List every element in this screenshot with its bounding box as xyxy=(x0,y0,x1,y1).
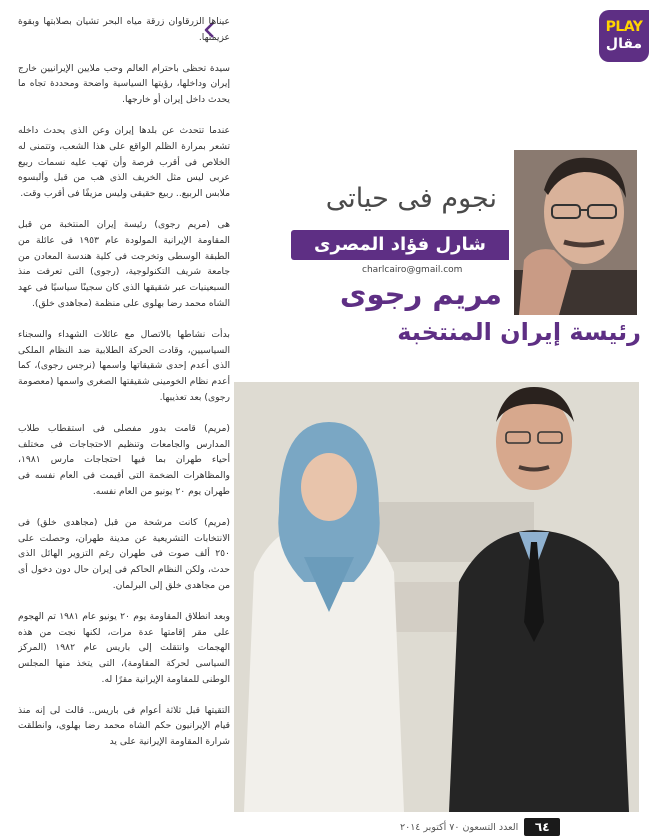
paragraph: عيناها الزرقاوان زرقة مياه البحر تشيان بصلابتها وبقوة عزيمتها. xyxy=(18,16,230,43)
article-title: مريم رجوى xyxy=(339,277,502,311)
paragraph: (مريم) كانت مرشحة من قبل (مجاهدى خلق) فى الانتخابات التشريعية عن مدينة طهران، وحصلت على ٢٥٠ ألف صوت فى طهران رغم التزوير الهائل الذى حدث، ولكن النظام الحاكم فى إيران حال دون دخول أى من مجاهدى خلق إلى البرلمان. xyxy=(18,516,230,591)
issue-info: العدد التسعون ٧٠ أكتوبر ٢٠١٤ xyxy=(400,821,519,833)
paragraph: وبعد انطلاق المقاومة يوم ٢٠ يونيو عام ١٩٨١ تم الهجوم على مقر إقامتها عدة مرات، لكنها نجت من هذه الهجمات وانتقلت إلى باريس عام ١٩٨٢ (المركز السياسى لحركة المقاومة)، التى يتخذ منها المجلس الوطنى للمقاومة الإيرانية مقرًا له. xyxy=(18,610,230,685)
paragraph: (مريم) قامت بدور مفصلى فى استقطاب طلاب المدارس والجامعات وتنظيم الاحتجاجات فى مختلف أحياء طهران بما فيها احتجاجات مارس ١٩٨١، والمظاهرات الضخمة التى أقيمت فى العام نفسه فى طهران يوم ٢٠ يونيو من العام نفسه. xyxy=(18,422,230,497)
section-label: مقال xyxy=(605,36,643,52)
page-footer xyxy=(400,817,560,837)
paragraph: سيدة تحظى باحترام العالم وحب ملايين الإيرانيين خارج إيران وداخلها، رؤيتها السياسية واضحة ومحددة تجاه ما يحدث داخل إيران أو خارجها. xyxy=(18,62,230,106)
main-photo xyxy=(234,382,639,812)
author-name: شارل فؤاد المصرى xyxy=(291,230,509,260)
paragraph: عندما تتحدث عن بلدها إيران وعن الذى يحدث داخله تشعر بمرارة الظلم الواقع على هذا الشعب، وتتمنى له الخلاص فى أقرب فرصة وأن تهب عليه نسمات ربيع عربى ليس مثل الخريف الذى هب من قبل وألبسوه ملابس الربيع.. ربيع حقيقى وليس مزيفًا فى أقرب وقت. xyxy=(18,124,230,200)
paragraph: هى (مريم رجوى) رئيسة إيران المنتخبة من قبل المقاومة الإيرانية المولودة عام ١٩٥٣ فى عائلة من الطبقة الوسطى وتخرجت فى كلية هندسة المعادن من جامعة شريف التكنولوجية، (رجوى) التى تعرفت منذ السبعينيات عبر شقيقها الذى كان سجينًا سياسيًا فى عهد الشاه محمد رضا بهلوى على منظمة (مجاهدى خلق). xyxy=(18,218,230,309)
article-subtitle: رئيسة إيران المنتخبة xyxy=(397,318,641,346)
author-email: charlcairo@gmail.com xyxy=(362,265,463,275)
section-badge xyxy=(599,10,649,62)
author-portrait xyxy=(514,150,637,315)
article-body xyxy=(18,14,230,812)
series-title: نجوم فى حياتى xyxy=(325,183,497,214)
paragraph: بدأت نشاطها بالاتصال مع عائلات الشهداء والسجناء السياسيين، وقادت الحركة الطلابية ضد النظام الملكى الذى أعدم إحدى شقيقاتها واسمها (نرجس رجوى)، كما أعدم نظام الخومينى شقيقتها الصغرى واسمها (معصومة رجوى) بعد تعذيبها. xyxy=(18,328,230,403)
page-number: ٦٤ xyxy=(524,818,560,836)
paragraph: التقيتها قبل ثلاثة أعوام فى باريس.. قالت لى إنه منذ قيام الإيرانيون حكم الشاه محمد رضا بهلوى، وانطلقت شرارة المقاومة الإيرانية على يد xyxy=(18,704,230,748)
brand-logo: PLAY xyxy=(605,19,643,35)
